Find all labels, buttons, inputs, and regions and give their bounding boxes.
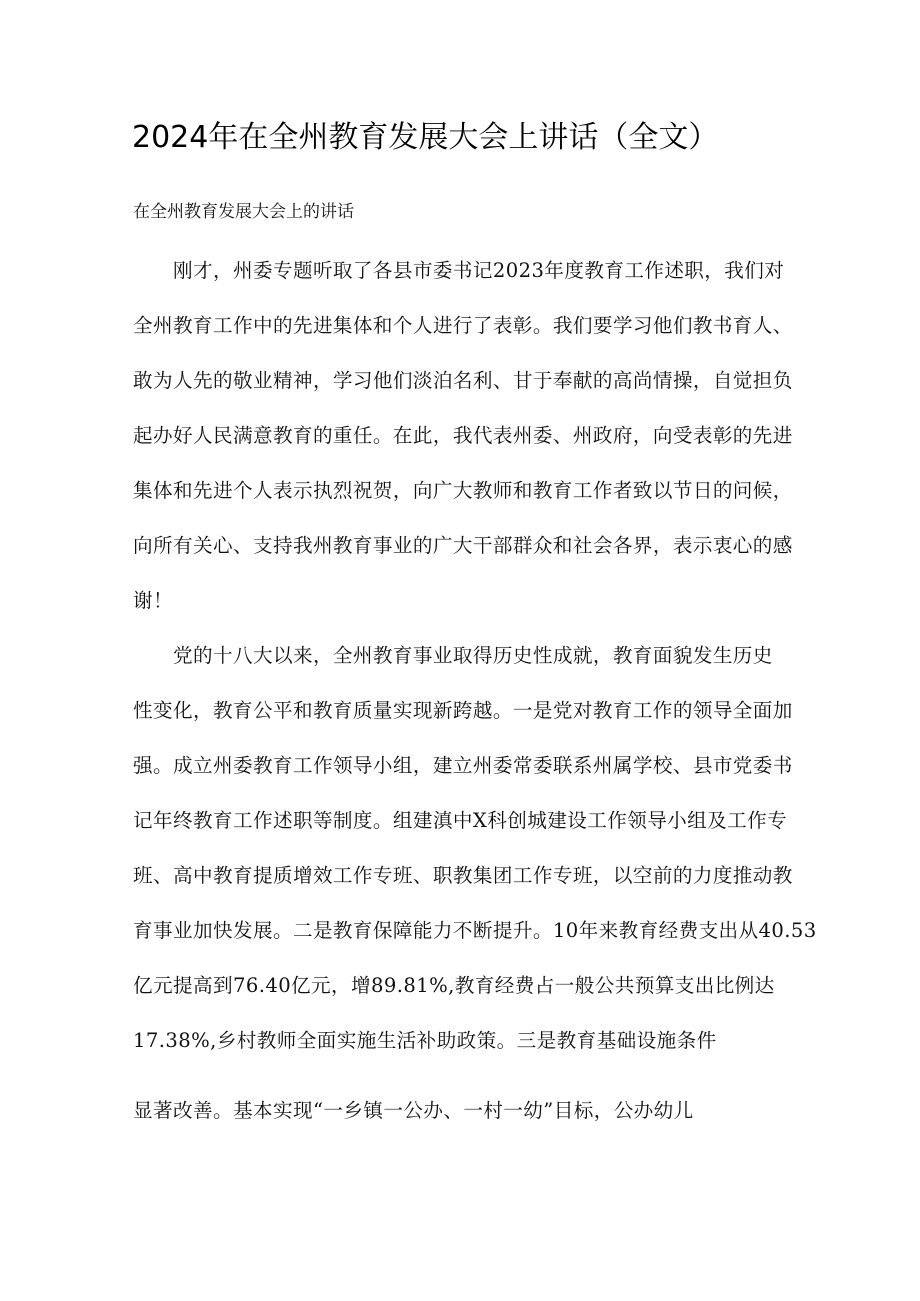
paragraph-line: 记年终教育工作述职等制度。组建滇中X科创城建设工作领导小组及工作专 — [133, 809, 788, 832]
paragraph-line: 育事业加快发展。二是教育保障能力不断提升。10年来教育经费支出从40.53 — [133, 919, 817, 942]
paragraph-line: 强。成立州委教育工作领导小组，建立州委常委联系州属学校、县市党委书 — [133, 754, 793, 777]
paragraph-line: 刚才，州委专题听取了各县市委书记2023年度教育工作述职，我们对 — [133, 259, 785, 282]
document-title: 2024年在全州教育发展大会上讲话（全文） — [132, 120, 719, 155]
paragraph-line: 集体和先进个人表示执烈祝贺，向广大教师和教育工作者致以节日的问候， — [133, 479, 793, 502]
paragraph-line: 起办好人民满意教育的重任。在此，我代表州委、州政府，向受表彰的先进 — [133, 424, 793, 447]
paragraph-line: 亿元提高到76.40亿元，增89.81%,教育经费占一般公共预算支出比例达 — [133, 974, 775, 997]
paragraph-line: 党的十八大以来，全州教育事业取得历史性成就，教育面貌发生历史 — [133, 644, 773, 667]
paragraph-line: 显著改善。基本实现“一乡镇一公办、一村一幼”目标，公办幼儿 — [133, 1099, 694, 1122]
paragraph-line: 全州教育工作中的先进集体和个人进行了表彰。我们要学习他们教书育人、 — [133, 314, 793, 337]
paragraph-line: 性变化，教育公平和教育质量实现新跨越。一是党对教育工作的领导全面加 — [133, 699, 793, 722]
paragraph-line: 班、高中教育提质增效工作专班、职教集团工作专班，以空前的力度推动教 — [133, 864, 793, 887]
paragraph-line: 向所有关心、支持我州教育事业的广大干部群众和社会各界，表示衷心的感 — [133, 534, 793, 557]
paragraph-line: 谢！ — [133, 589, 173, 612]
document-subtitle: 在全州教育发展大会上的讲话 — [133, 202, 354, 222]
paragraph-line: 敢为人先的敬业精神，学习他们淡泊名利、甘于奉献的高尚情操，自觉担负 — [133, 369, 793, 392]
paragraph-line: 17.38%,乡村教师全面实施生活补助政策。三是教育基础设施条件 — [133, 1029, 717, 1052]
